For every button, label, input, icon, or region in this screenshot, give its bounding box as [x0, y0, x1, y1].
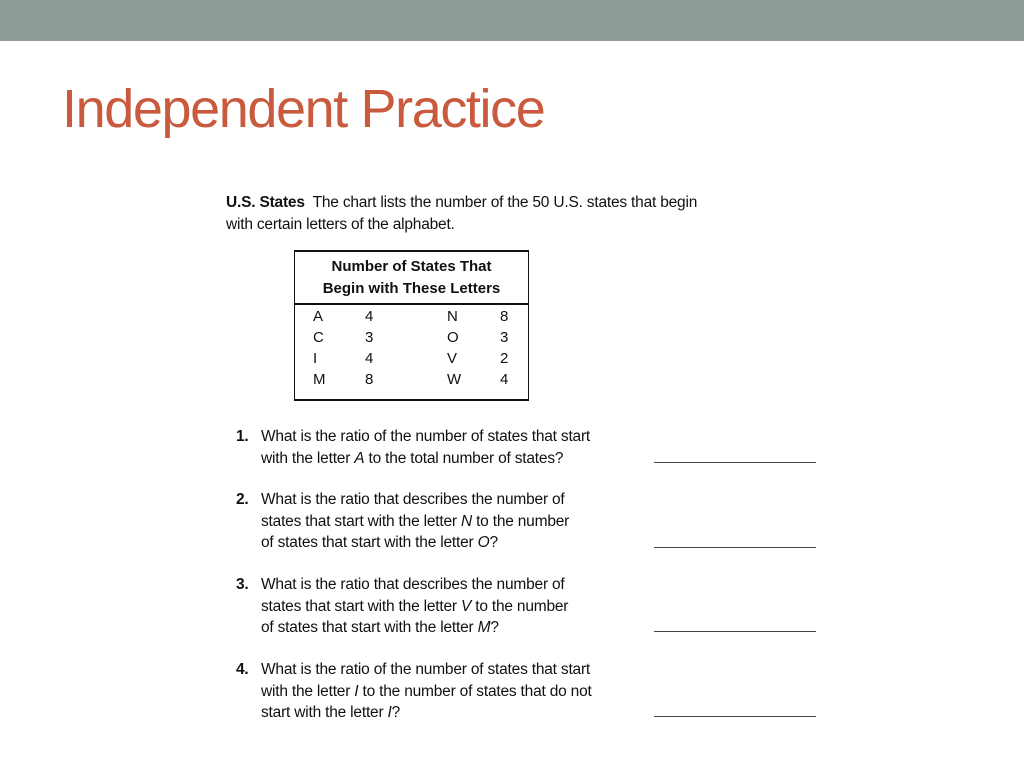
intro-paragraph	[226, 192, 706, 236]
count-cell: 8	[365, 371, 374, 388]
slide-title: Independent Practice	[62, 79, 545, 139]
italic-letter: O	[477, 534, 490, 551]
letter-cell: W	[447, 371, 462, 388]
letter-cell: I	[313, 350, 318, 367]
letter-cell: A	[313, 308, 324, 325]
italic-letter: A	[354, 449, 365, 467]
table-row	[295, 348, 528, 369]
question-line: with the letter A to the total number of states?	[261, 449, 564, 467]
answer-line-2[interactable]	[654, 547, 816, 548]
count-cell: 2	[500, 350, 509, 367]
letter-cell: M	[313, 371, 326, 388]
answer-line-3[interactable]	[654, 631, 816, 632]
count-cell: 8	[500, 308, 509, 325]
italic-letter: I	[387, 704, 392, 721]
table-header-line-1: Number of States That	[331, 258, 492, 275]
question-line: of states that start with the letter M?	[261, 619, 499, 636]
states-table	[294, 250, 529, 401]
table-row	[295, 369, 528, 390]
question-text	[261, 489, 661, 554]
count-cell: 3	[500, 329, 509, 346]
italic-letter: N	[460, 512, 472, 530]
question-line: What is the ratio of the number of states that start	[261, 428, 591, 445]
question-number: 4.	[236, 661, 249, 678]
question-number: 1.	[236, 428, 249, 445]
question-line: states that start with the letter N to the number	[261, 512, 570, 530]
letter-cell: O	[447, 329, 459, 346]
intro-heading: U.S. States	[226, 194, 305, 211]
question-line: start with the letter I?	[261, 704, 401, 721]
question-line: What is the ratio that describes the number of	[261, 491, 565, 508]
table-header-line-2: Begin with These Letters	[322, 280, 501, 297]
answer-line-4[interactable]	[654, 716, 816, 717]
question-text	[261, 659, 661, 724]
question-line: with the letter I to the number of states that do not	[261, 682, 592, 700]
question-line: of states that start with the letter O?	[261, 534, 498, 551]
italic-letter: M	[477, 619, 491, 636]
italic-letter: V	[460, 597, 472, 615]
table-row	[295, 327, 528, 348]
count-cell: 3	[365, 329, 374, 346]
italic-letter: I	[354, 682, 359, 700]
question-text	[261, 426, 661, 469]
question-line: What is the ratio of the number of states that start	[261, 661, 591, 678]
intro-text: The chart lists the number of the 50 U.S. states that begin with certain letters of the alphabet.	[226, 194, 698, 233]
letter-cell: C	[313, 329, 324, 346]
answer-line-1[interactable]	[654, 462, 816, 463]
table-body	[295, 305, 528, 399]
question-number: 3.	[236, 576, 249, 593]
count-cell: 4	[365, 308, 374, 325]
count-cell: 4	[365, 350, 374, 367]
question-line: What is the ratio that describes the number of	[261, 576, 565, 593]
count-cell: 4	[500, 371, 509, 388]
table-row	[295, 306, 528, 327]
letter-cell: V	[447, 350, 458, 367]
top-bar	[0, 0, 1024, 41]
letter-cell: N	[447, 308, 458, 325]
question-text	[261, 574, 661, 639]
question-number: 2.	[236, 491, 249, 508]
table-header	[295, 252, 528, 305]
question-line: states that start with the letter V to the number	[261, 597, 569, 615]
